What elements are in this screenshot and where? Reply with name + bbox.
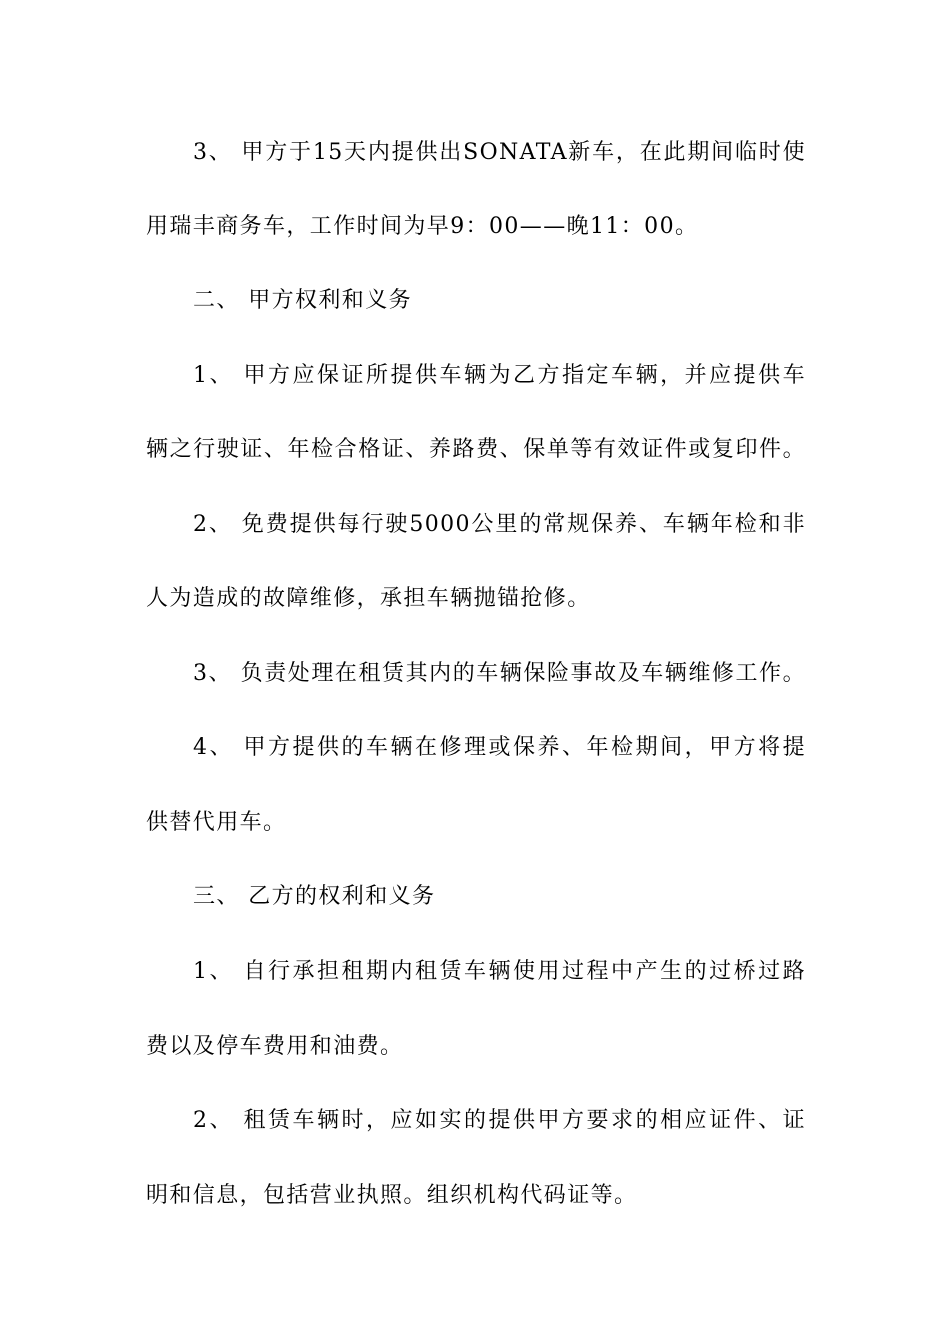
paragraph-line: 1、 自行承担租期内租赁车辆使用过程中产生的过桥过路 bbox=[193, 959, 806, 984]
paragraph-line: 2、 免费提供每行驶5000公里的常规保养、车辆年检和非 bbox=[193, 512, 806, 537]
section-heading: 二、 甲方权利和义务 bbox=[193, 288, 412, 313]
section-heading: 三、 乙方的权利和义务 bbox=[193, 884, 436, 909]
paragraph-line: 供替代用车。 bbox=[146, 810, 287, 835]
paragraph-line: 2、 租赁车辆时，应如实的提供甲方要求的相应证件、证 bbox=[193, 1108, 806, 1133]
paragraph-line: 费以及停车费用和油费。 bbox=[146, 1034, 404, 1059]
paragraph-line: 3、 甲方于15天内提供出SONATA新车，在此期间临时使 bbox=[193, 140, 806, 165]
paragraph-line: 1、 甲方应保证所提供车辆为乙方指定车辆，并应提供车 bbox=[193, 363, 806, 388]
paragraph-line: 用瑞丰商务车，工作时间为早9：00——晚11：00。 bbox=[146, 214, 699, 239]
paragraph-line: 人为造成的故障维修，承担车辆抛锚抢修。 bbox=[146, 586, 591, 611]
paragraph-line: 3、 负责处理在租赁其内的车辆保险事故及车辆维修工作。 bbox=[193, 661, 806, 686]
paragraph-line: 辆之行驶证、年检合格证、养路费、保单等有效证件或复印件。 bbox=[146, 437, 806, 462]
paragraph-line: 4、 甲方提供的车辆在修理或保养、年检期间，甲方将提 bbox=[193, 735, 806, 760]
paragraph-line: 明和信息，包括营业执照。组织机构代码证等。 bbox=[146, 1183, 638, 1208]
